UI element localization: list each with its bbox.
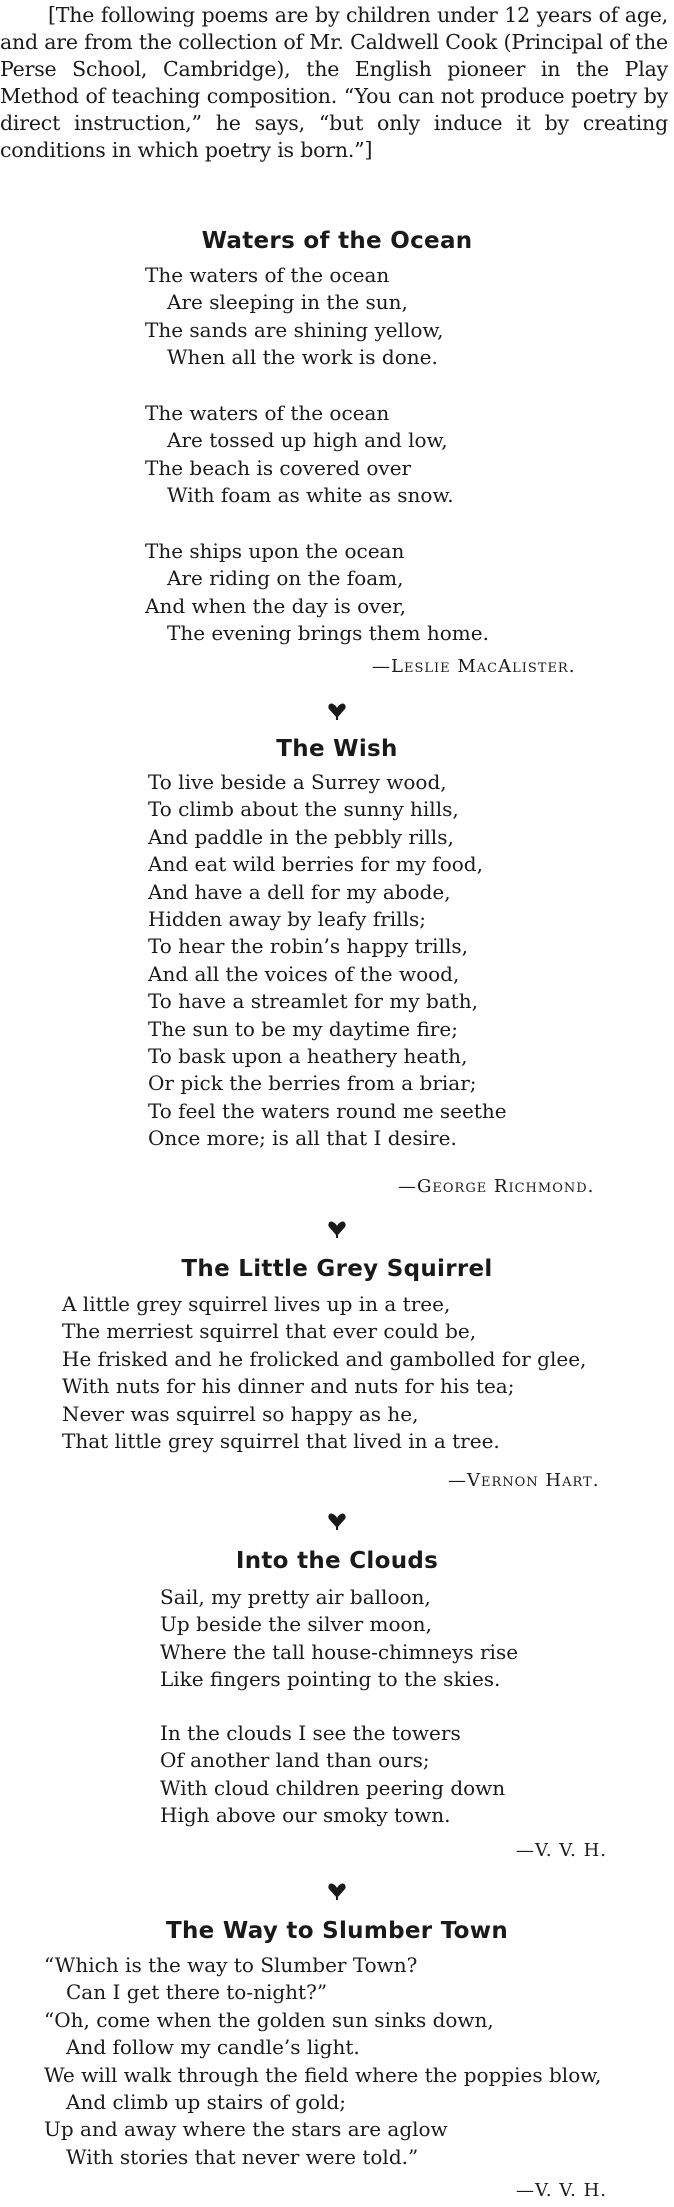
poem-line: The ships upon the ocean <box>145 539 405 563</box>
poem-title-the-little-grey-squirrel: The Little Grey Squirrel <box>181 1256 493 1282</box>
poem-line: Never was squirrel so happy as he, <box>62 1401 419 1426</box>
poem-line: With foam as white as snow. <box>167 483 454 508</box>
poem-line: To bask upon a heathery heath, <box>148 1044 468 1069</box>
poem-title-the-wish: The Wish <box>276 736 398 762</box>
poem-line: With nuts for his dinner and nuts for his tea; <box>62 1374 515 1399</box>
heart-ornament-icon <box>327 1882 347 1900</box>
poem-line: And eat wild berries for my food, <box>148 852 483 877</box>
poem-line: Are sleeping in the sun, <box>167 290 408 315</box>
poem-line: That little grey squirrel that lived in a tree. <box>62 1429 500 1454</box>
poem-line: “Which is the way to Slumber Town? <box>44 1953 418 1977</box>
poem-stanza <box>44 1952 601 2171</box>
poem-stanza <box>148 769 507 1153</box>
poem-line: Like fingers pointing to the skies. <box>160 1667 501 1692</box>
poem-line: The merriest squirrel that ever could be, <box>62 1319 477 1344</box>
poem-stanza <box>160 1584 518 1694</box>
poem-author: —V. V. H. <box>516 2180 608 2201</box>
poem-line: The beach is covered over <box>145 455 412 480</box>
poem-author: —V. V. H. <box>516 1840 608 1861</box>
poem-line: And when the day is over, <box>145 593 406 618</box>
poem-line: He frisked and he frolicked and gambolled for glee, <box>62 1346 587 1371</box>
poem-stanza <box>145 262 444 372</box>
poem-line: When all the work is done. <box>167 345 438 370</box>
poem-line: To climb about the sunny hills, <box>148 797 459 822</box>
poem-line: Up beside the silver moon, <box>160 1612 432 1637</box>
poem-author: —Leslie MacAlister. <box>372 656 576 677</box>
poem-stanza <box>160 1720 505 1830</box>
poem-line: Are riding on the foam, <box>167 566 404 591</box>
poem-line: Can I get there to-night?” <box>66 1980 328 2005</box>
poem-line: Hidden away by leafy frills; <box>148 907 426 932</box>
poem-line: The evening brings them home. <box>167 621 489 646</box>
poem-line: And climb up stairs of gold; <box>66 2090 347 2115</box>
poem-line: The sun to be my daytime fire; <box>148 1016 458 1041</box>
poem-stanza <box>145 400 454 510</box>
poem-line: With cloud children peering down <box>160 1775 506 1800</box>
intro-paragraph: [The following poems are by children under 12 years of age, and are from the collection of Mr. Caldwell Cook (Principal of the Perse School, Cambridge), the English pioneer in the Play Method of teaching composition. “You can not produce poetry by direct instruction,” he says, “but only induce it by creating conditions in which poetry is born.”] <box>0 3 668 162</box>
poem-line: The sands are shining yellow, <box>145 317 444 342</box>
poem-line: To live beside a Surrey wood, <box>148 770 447 794</box>
poem-title-into-the-clouds: Into the Clouds <box>235 1548 439 1574</box>
poem-line: Sail, my pretty air balloon, <box>160 1585 431 1609</box>
poem-line: And have a dell for my abode, <box>148 879 451 904</box>
heart-ornament-icon <box>327 1512 347 1530</box>
poem-line: We will walk through the field where the poppies blow, <box>44 2062 602 2087</box>
poem-line: A little grey squirrel lives up in a tree, <box>62 1292 451 1316</box>
poem-stanza <box>145 538 489 648</box>
poem-line: Of another land than ours; <box>160 1748 430 1773</box>
poem-line: With stories that never were told.” <box>66 2144 419 2169</box>
poem-line: Once more; is all that I desire. <box>148 1126 457 1151</box>
poem-line: In the clouds I see the towers <box>160 1721 461 1745</box>
poem-line: To have a streamlet for my bath, <box>148 989 478 1014</box>
poem-line: Or pick the berries from a briar; <box>148 1071 477 1096</box>
poem-line: And all the voices of the wood, <box>148 961 460 986</box>
poem-author: —George Richmond. <box>398 1176 595 1197</box>
poem-title-waters-of-the-ocean: Waters of the Ocean <box>201 228 473 254</box>
poem-line: The waters of the ocean <box>145 401 390 425</box>
poem-line: Where the tall house-chimneys rise <box>160 1639 519 1664</box>
poem-line: High above our smoky town. <box>160 1803 451 1828</box>
poem-line: And paddle in the pebbly rills, <box>148 824 454 849</box>
heart-ornament-icon <box>327 702 347 720</box>
poem-title-the-way-to-slumber-town: The Way to Slumber Town <box>166 1918 508 1944</box>
heart-ornament-icon <box>327 1220 347 1238</box>
poem-line: To hear the robin’s happy trills, <box>148 934 468 959</box>
poem-line: Up and away where the stars are aglow <box>44 2117 448 2142</box>
poem-stanza <box>62 1291 586 1455</box>
poem-author: —Vernon Hart. <box>448 1470 600 1491</box>
poem-line: The waters of the ocean <box>145 263 390 287</box>
poem-line: And follow my candle’s light. <box>66 2035 360 2060</box>
poem-line: To feel the waters round me seethe <box>148 1098 507 1123</box>
poem-line: “Oh, come when the golden sun sinks down, <box>44 2007 494 2032</box>
poem-line: Are tossed up high and low, <box>167 428 448 453</box>
